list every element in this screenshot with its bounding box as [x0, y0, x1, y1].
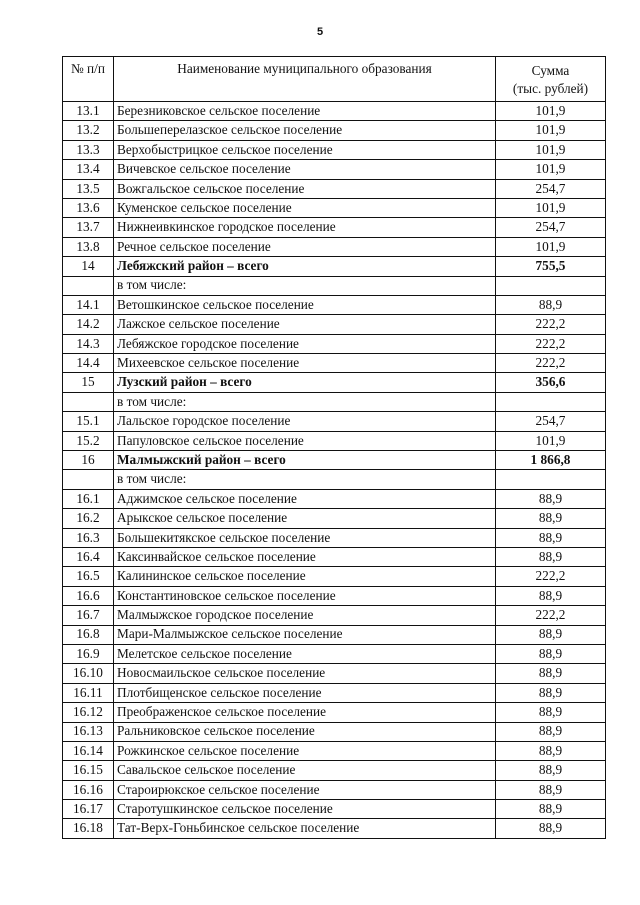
row-number: 16.6 [63, 586, 114, 605]
row-name: в том числе: [114, 276, 496, 295]
header-name: Наименование муниципального образования [114, 57, 496, 102]
row-sum: 101,9 [496, 121, 606, 140]
row-name: Ральниковское сельское поселение [114, 722, 496, 741]
table-row [63, 606, 606, 625]
row-sum: 88,9 [496, 295, 606, 314]
row-number: 16.17 [63, 800, 114, 819]
row-name: Лальское городское поселение [114, 412, 496, 431]
row-sum [496, 276, 606, 295]
row-sum [496, 392, 606, 411]
row-sum: 88,9 [496, 489, 606, 508]
row-sum: 88,9 [496, 509, 606, 528]
row-number: 15.2 [63, 431, 114, 450]
row-name: Речное сельское поселение [114, 237, 496, 256]
row-sum: 88,9 [496, 586, 606, 605]
row-number: 16.18 [63, 819, 114, 838]
table-row [63, 179, 606, 198]
row-number: 16.14 [63, 741, 114, 760]
row-name: Ветошкинское сельское поселение [114, 295, 496, 314]
row-sum: 101,9 [496, 160, 606, 179]
row-sum: 88,9 [496, 703, 606, 722]
row-name: Новосмаильское сельское поселение [114, 664, 496, 683]
row-number: 14.4 [63, 354, 114, 373]
row-name: Малмыжский район – всего [114, 451, 496, 470]
table-row [63, 140, 606, 159]
header-sum-line2: (тыс. рублей) [512, 81, 589, 96]
table-row [63, 722, 606, 741]
table-row [63, 528, 606, 547]
row-number: 13.2 [63, 121, 114, 140]
table-row [63, 625, 606, 644]
row-number [63, 392, 114, 411]
row-name: Лажское сельское поселение [114, 315, 496, 334]
row-name: Малмыжское городское поселение [114, 606, 496, 625]
row-sum: 755,5 [496, 257, 606, 276]
table-row [63, 470, 606, 489]
table-body [63, 102, 606, 839]
row-number: 13.5 [63, 179, 114, 198]
row-name: Лебяжское городское поселение [114, 334, 496, 353]
row-number: 16.15 [63, 761, 114, 780]
row-sum: 1 866,8 [496, 451, 606, 470]
table-row [63, 276, 606, 295]
row-number: 16.8 [63, 625, 114, 644]
row-number: 13.6 [63, 198, 114, 217]
table-row [63, 800, 606, 819]
table-row [63, 819, 606, 838]
row-number: 13.1 [63, 102, 114, 121]
row-sum: 88,9 [496, 625, 606, 644]
row-name: Вичевское сельское поселение [114, 160, 496, 179]
table-row [63, 218, 606, 237]
table-row [63, 237, 606, 256]
row-sum: 254,7 [496, 412, 606, 431]
row-name: Большеперелазское сельское поселение [114, 121, 496, 140]
table-row [63, 780, 606, 799]
row-number [63, 276, 114, 295]
row-name: Аджимское сельское поселение [114, 489, 496, 508]
row-sum: 88,9 [496, 644, 606, 663]
table-row [63, 683, 606, 702]
row-sum: 101,9 [496, 237, 606, 256]
row-sum: 101,9 [496, 431, 606, 450]
table-row [63, 761, 606, 780]
row-sum: 222,2 [496, 567, 606, 586]
table-row [63, 160, 606, 179]
row-sum: 88,9 [496, 741, 606, 760]
header-num: № п/п [63, 57, 114, 102]
table-row [63, 198, 606, 217]
row-name: в том числе: [114, 392, 496, 411]
row-sum: 88,9 [496, 761, 606, 780]
row-name: в том числе: [114, 470, 496, 489]
row-number: 16.16 [63, 780, 114, 799]
row-number: 16.2 [63, 509, 114, 528]
row-sum: 88,9 [496, 664, 606, 683]
row-number: 14.1 [63, 295, 114, 314]
row-number: 13.7 [63, 218, 114, 237]
row-name: Старотушкинское сельское поселение [114, 800, 496, 819]
table-header-row [63, 57, 606, 102]
row-name: Тат-Верх-Гоньбинское сельское поселение [114, 819, 496, 838]
row-number: 13.8 [63, 237, 114, 256]
row-name: Константиновское сельское поселение [114, 586, 496, 605]
row-number: 16.5 [63, 567, 114, 586]
row-name: Лебяжский район – всего [114, 257, 496, 276]
row-sum: 88,9 [496, 683, 606, 702]
allocation-table [62, 56, 606, 839]
row-name: Березниковское сельское поселение [114, 102, 496, 121]
table-row [63, 373, 606, 392]
row-name: Лузский район – всего [114, 373, 496, 392]
row-number: 16.1 [63, 489, 114, 508]
row-sum: 254,7 [496, 179, 606, 198]
row-sum: 222,2 [496, 606, 606, 625]
row-sum: 101,9 [496, 140, 606, 159]
table-row [63, 586, 606, 605]
row-name: Вожгальское сельское поселение [114, 179, 496, 198]
row-number [63, 470, 114, 489]
row-name: Каксинвайское сельское поселение [114, 547, 496, 566]
row-sum: 254,7 [496, 218, 606, 237]
table-row [63, 315, 606, 334]
row-number: 13.3 [63, 140, 114, 159]
row-number: 16.7 [63, 606, 114, 625]
row-sum: 356,6 [496, 373, 606, 392]
row-name: Папуловское сельское поселение [114, 431, 496, 450]
row-sum: 88,9 [496, 528, 606, 547]
table-row [63, 431, 606, 450]
row-sum: 88,9 [496, 800, 606, 819]
row-number: 16.12 [63, 703, 114, 722]
table-row [63, 664, 606, 683]
row-number: 14.3 [63, 334, 114, 353]
row-name: Рожкинское сельское поселение [114, 741, 496, 760]
table-row [63, 102, 606, 121]
table-row [63, 741, 606, 760]
row-name: Нижнеивкинское городское поселение [114, 218, 496, 237]
row-sum: 222,2 [496, 334, 606, 353]
row-name: Калининское сельское поселение [114, 567, 496, 586]
table-row [63, 489, 606, 508]
row-number: 16.10 [63, 664, 114, 683]
row-name: Верхобыстрицкое сельское поселение [114, 140, 496, 159]
table-row [63, 412, 606, 431]
page-number: 5 [316, 26, 324, 38]
row-sum: 88,9 [496, 819, 606, 838]
row-sum: 88,9 [496, 722, 606, 741]
row-name: Староирюкское сельское поселение [114, 780, 496, 799]
row-name: Мари-Малмыжское сельское поселение [114, 625, 496, 644]
row-sum: 88,9 [496, 780, 606, 799]
table-row [63, 257, 606, 276]
row-name: Михеевское сельское поселение [114, 354, 496, 373]
row-sum: 88,9 [496, 547, 606, 566]
table-row [63, 451, 606, 470]
row-number: 14.2 [63, 315, 114, 334]
table-row [63, 121, 606, 140]
row-name: Плотбищенское сельское поселение [114, 683, 496, 702]
row-number: 16.4 [63, 547, 114, 566]
row-sum: 101,9 [496, 198, 606, 217]
header-sum [496, 57, 606, 102]
row-name: Арыкское сельское поселение [114, 509, 496, 528]
table-row [63, 509, 606, 528]
row-number: 15 [63, 373, 114, 392]
row-number: 16.13 [63, 722, 114, 741]
table-row [63, 334, 606, 353]
row-number: 16.11 [63, 683, 114, 702]
row-number: 14 [63, 257, 114, 276]
row-sum: 222,2 [496, 354, 606, 373]
table-row [63, 547, 606, 566]
row-name: Преображенское сельское поселение [114, 703, 496, 722]
table-row [63, 703, 606, 722]
row-number: 15.1 [63, 412, 114, 431]
table-row [63, 567, 606, 586]
row-number: 16.9 [63, 644, 114, 663]
table-row [63, 354, 606, 373]
row-name: Савальское сельское поселение [114, 761, 496, 780]
row-sum: 101,9 [496, 102, 606, 121]
row-number: 13.4 [63, 160, 114, 179]
header-sum-line1: Сумма [531, 63, 570, 78]
row-name: Большекитякское сельское поселение [114, 528, 496, 547]
table-row [63, 392, 606, 411]
table-row [63, 295, 606, 314]
row-sum [496, 470, 606, 489]
row-sum: 222,2 [496, 315, 606, 334]
table-row [63, 644, 606, 663]
row-number: 16 [63, 451, 114, 470]
row-name: Мелетское сельское поселение [114, 644, 496, 663]
row-number: 16.3 [63, 528, 114, 547]
row-name: Куменское сельское поселение [114, 198, 496, 217]
